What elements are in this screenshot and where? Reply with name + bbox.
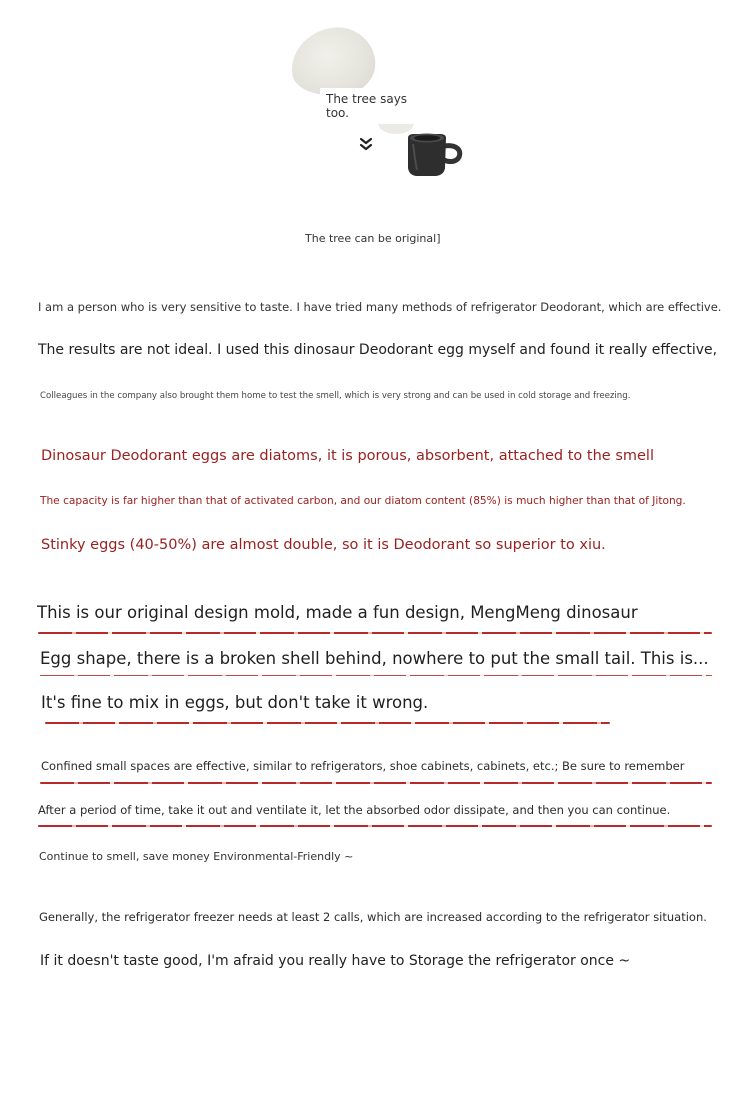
speech-bubble-text: The tree says too. xyxy=(326,92,408,120)
speech-bubble xyxy=(320,88,416,124)
mug-icon xyxy=(404,130,464,178)
usage-paragraph-3: Continue to smell, save money Environmental-Friendly ~ xyxy=(39,850,354,863)
red-underline xyxy=(40,782,712,784)
red-underline xyxy=(45,722,610,724)
red-paragraph-1: Dinosaur Deodorant eggs are diatoms, it is porous, absorbent, attached to the smell xyxy=(41,448,654,464)
intro-paragraph-2: The results are not ideal. I used this dinosaur Deodorant egg myself and found it really effective, xyxy=(38,342,718,358)
usage-paragraph-1: Confined small spaces are effective, similar to refrigerators, shoe cabinets, cabinets, etc.; Be sure to remember xyxy=(41,759,685,773)
red-underline xyxy=(38,632,712,634)
intro-paragraph-3: Colleagues in the company also brought them home to test the smell, which is very strong and can be used in cold storage and freezing. xyxy=(40,391,631,401)
bottom-paragraph-2: If it doesn't taste good, I'm afraid you really have to Storage the refrigerator once ~ xyxy=(40,953,631,969)
double-chevron-down-icon xyxy=(357,136,375,154)
design-paragraph-1: This is our original design mold, made a fun design, MengMeng dinosaur xyxy=(37,603,638,622)
image-caption: The tree can be original] xyxy=(305,232,441,245)
red-underline xyxy=(40,675,712,676)
red-paragraph-3: Stinky eggs (40-50%) are almost double, so it is Deodorant so superior to xiu. xyxy=(41,537,606,553)
design-paragraph-3: It's fine to mix in eggs, but don't take it wrong. xyxy=(41,693,429,712)
red-underline xyxy=(38,825,712,827)
red-paragraph-2: The capacity is far higher than that of activated carbon, and our diatom content (85%) is much higher than that of Jitong. xyxy=(40,495,686,507)
usage-paragraph-2: After a period of time, take it out and ventilate it, let the absorbed odor dissipate, and then you can continue. xyxy=(38,803,671,817)
bottom-paragraph-1: Generally, the refrigerator freezer needs at least 2 calls, which are increased according to the refrigerator situation. xyxy=(39,910,707,924)
intro-paragraph-1: I am a person who is very sensitive to taste. I have tried many methods of refrigerator Deodorant, which are effective. xyxy=(38,300,722,314)
design-paragraph-2: Egg shape, there is a broken shell behind, nowhere to put the small tail. This is... xyxy=(40,649,709,668)
